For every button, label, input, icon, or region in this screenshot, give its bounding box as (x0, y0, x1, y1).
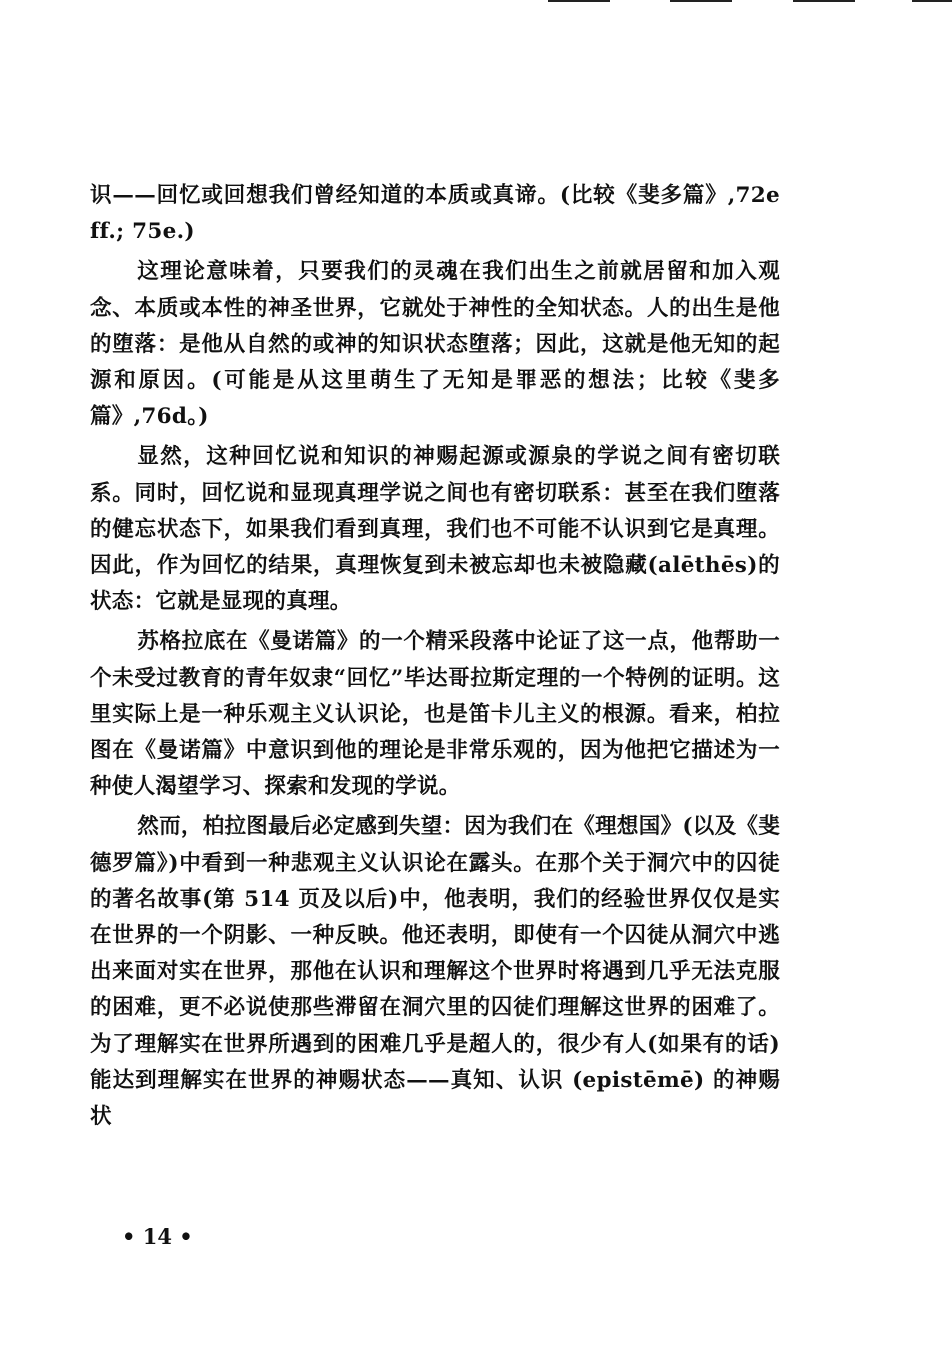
paragraph: 显然，这种回忆说和知识的神赐起源或源泉的学说之间有密切联系。同时，回忆说和显现真理学说之间也有密切联系：甚至在我们堕落的健忘状态下，如果我们看到真理，我们也不可能不认识到它是真理。因此，作为回忆的结果，真理恢复到未被忘却也未被隐藏(alēthēs)的状态：它就是显现的真理。 (90, 444, 780, 615)
page-body (90, 178, 780, 1139)
paragraph: 这理论意味着，只要我们的灵魂在我们出生之前就居留和加入观念、本质或本性的神圣世界，它就处于神性的全知状态。人的出生是他的堕落：是他从自然的或神的知识状态堕落；因此，这就是他无知的起源和原因。(可能是从这里萌生了无知是罪恶的想法；比较《斐多篇》,76d。) (90, 259, 780, 430)
top-rule-2 (670, 0, 732, 2)
paragraph-continuation: 识——回忆或回想我们曾经知道的本质或真谛。(比较《斐多篇》,72e ff.; 75e.) (90, 183, 780, 245)
top-rule-3 (793, 0, 855, 2)
top-rule-1 (548, 0, 610, 2)
page-number: • 14 • (122, 1224, 193, 1249)
paragraph: 苏格拉底在《曼诺篇》的一个精采段落中论证了这一点，他帮助一个未受过教育的青年奴隶“回忆”毕达哥拉斯定理的一个特例的证明。这里实际上是一种乐观主义认识论，也是笛卡儿主义的根源。看来，柏拉图在《曼诺篇》中意识到他的理论是非常乐观的，因为他把它描述为一种使人渴望学习、探索和发现的学说。 (90, 629, 780, 800)
top-rule-4 (912, 0, 952, 2)
paragraph: 然而，柏拉图最后必定感到失望：因为我们在《理想国》(以及《斐德罗篇》)中看到一种悲观主义认识论在露头。在那个关于洞穴中的囚徒的著名故事(第 514 页及以后)中，他表明，我们的经验世界仅仅是实在世界的一个阴影、一种反映。他还表明，即使有一个囚徒从洞穴中逃出来面对实在世界，那他在认识和理解这个世界时将遇到几乎无法克服的困难，更不必说使那些滞留在洞穴里的囚徒们理解这世界的困难了。为了理解实在世界所遇到的困难几乎是超人的，很少有人(如果有的话)能达到理解实在世界的神赐状态——真知、认识 (epistēmē) 的神赐状 (90, 814, 780, 1130)
